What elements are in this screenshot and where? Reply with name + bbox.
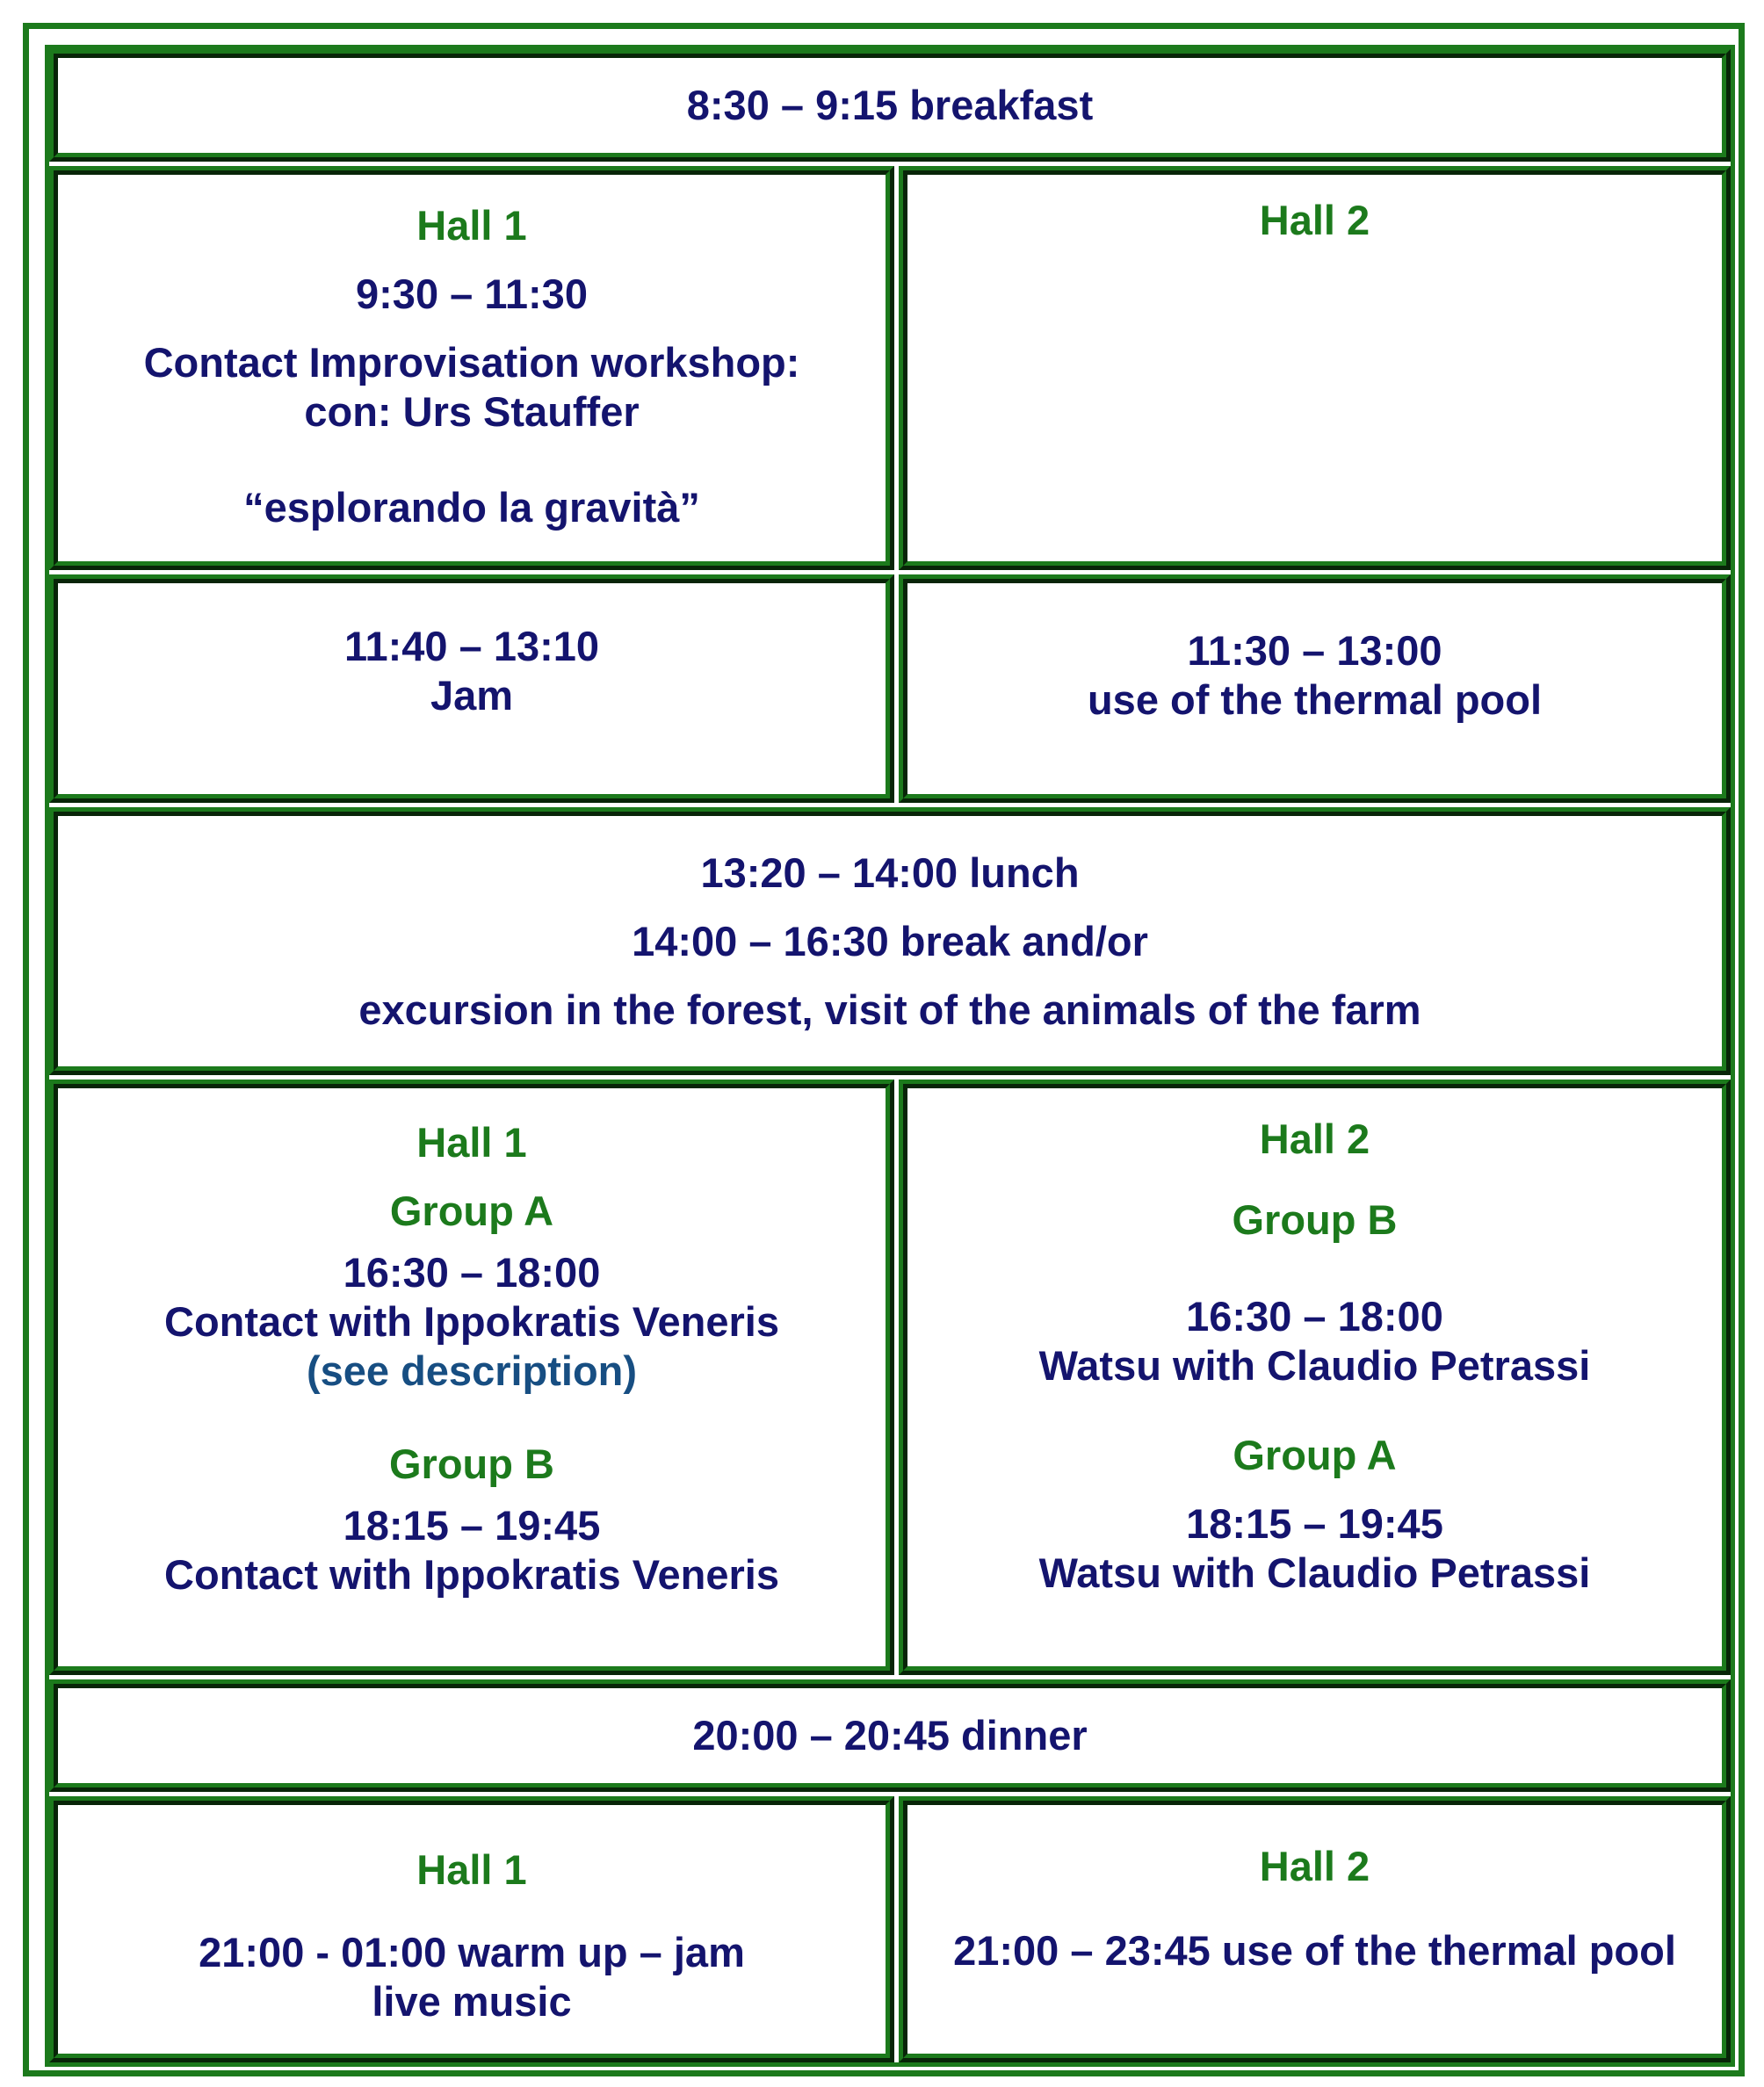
- jam-activity: Jam: [430, 672, 514, 719]
- pool-morning-time: 11:30 – 13:00: [1187, 627, 1442, 674]
- jam-cell: [49, 574, 894, 803]
- hall2-heading: Hall 2: [1259, 1116, 1370, 1162]
- jam-time: 11:40 – 13:10: [343, 623, 600, 669]
- see-description-link[interactable]: (see description): [306, 1347, 638, 1394]
- session-time: 16:30 – 18:00: [1186, 1293, 1443, 1340]
- hall2-heading: Hall 2: [1259, 197, 1370, 243]
- group-heading: Group A: [389, 1188, 554, 1234]
- morning-hall2-cell: [899, 166, 1731, 570]
- session-activity: Contact with Ippokratis Veneris: [164, 1298, 779, 1345]
- hall1-heading: Hall 1: [416, 1846, 527, 1893]
- afternoon-hall2-cell: [899, 1080, 1731, 1675]
- hall1-heading: Hall 1: [416, 1119, 527, 1166]
- workshop-subtitle: “esplorando la gravità”: [243, 484, 700, 531]
- session-time: 18:15 – 19:45: [343, 1502, 601, 1549]
- dinner-cell: [49, 1679, 1731, 1792]
- evening-hall1-line2: live music: [372, 1978, 572, 2025]
- breakfast-text: 8:30 – 9:15 breakfast: [686, 82, 1094, 128]
- midday-cell: [49, 807, 1731, 1075]
- afternoon-hall1-cell: [49, 1080, 894, 1675]
- evening-hall1-cell: [49, 1796, 894, 2062]
- group-heading: Group A: [1233, 1432, 1397, 1478]
- evening-hall2-line1: 21:00 – 23:45 use of the thermal pool: [953, 1927, 1676, 1974]
- lunch-text: 13:20 – 14:00 lunch: [700, 849, 1080, 896]
- excursion-text: excursion in the forest, visit of the animals of the farm: [358, 986, 1421, 1033]
- workshop-teacher: con: Urs Stauffer: [304, 388, 640, 435]
- group-heading: Group B: [389, 1441, 554, 1487]
- schedule-table: [45, 45, 1735, 2067]
- schedule-outer-frame: [23, 23, 1745, 2076]
- hall2-heading: Hall 2: [1259, 1843, 1370, 1889]
- break-text: 14:00 – 16:30 break and/or: [632, 917, 1148, 964]
- session-time: 16:30 – 18:00: [343, 1249, 601, 1296]
- morning-hall1-cell: [49, 166, 894, 570]
- group-heading: Group B: [1232, 1196, 1398, 1243]
- session-activity: Watsu with Claudio Petrassi: [1038, 1549, 1591, 1596]
- evening-hall1-line1: 21:00 - 01:00 warm up – jam: [199, 1929, 745, 1975]
- dinner-text: 20:00 – 20:45 dinner: [692, 1712, 1088, 1758]
- session-activity: Watsu with Claudio Petrassi: [1038, 1342, 1591, 1389]
- session-time: 18:15 – 19:45: [1186, 1500, 1443, 1547]
- pool-morning-activity: use of the thermal pool: [1087, 676, 1543, 723]
- workshop-time: 9:30 – 11:30: [356, 271, 588, 317]
- session-activity: Contact with Ippokratis Veneris: [164, 1551, 779, 1598]
- workshop-title: Contact Improvisation workshop:: [143, 339, 800, 386]
- hall1-heading: Hall 1: [416, 202, 527, 249]
- breakfast-cell: [49, 49, 1731, 162]
- evening-hall2-cell: [899, 1796, 1731, 2062]
- pool-morning-cell: [899, 574, 1731, 803]
